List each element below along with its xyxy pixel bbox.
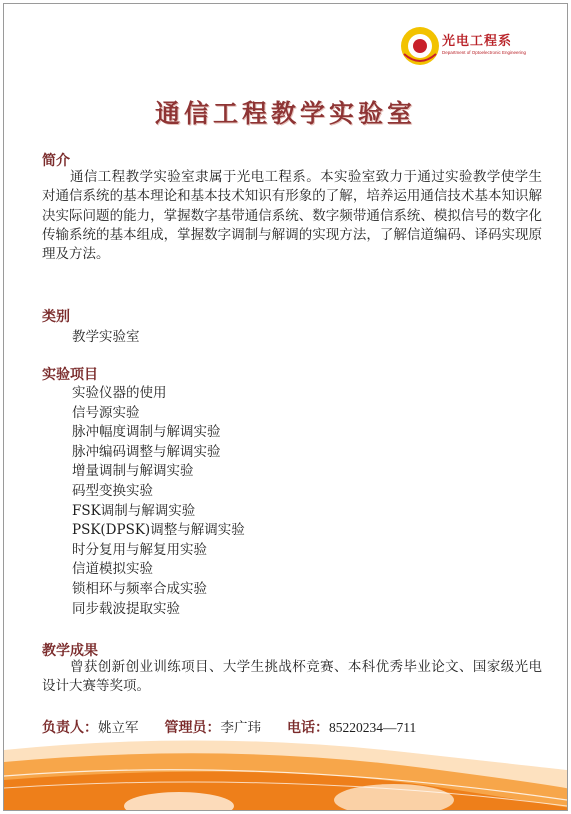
project-item: 时分复用与解复用实验 bbox=[72, 541, 207, 558]
department-logo bbox=[398, 24, 528, 68]
project-item: 码型变换实验 bbox=[72, 482, 153, 499]
achievements-text: 曾获创新创业训练项目、大学生挑战杯竞赛、本科优秀毕业论文、国家级光电设计大赛等奖项。 bbox=[42, 659, 542, 695]
project-item: 实验仪器的使用 bbox=[72, 385, 167, 401]
category-heading: 类别 bbox=[42, 309, 70, 325]
project-item: 信号源实验 bbox=[72, 404, 140, 421]
category-value: 教学实验室 bbox=[72, 329, 140, 345]
projects-heading: 实验项目 bbox=[42, 367, 98, 383]
logo-name-cn: 光电工程系 bbox=[442, 34, 513, 49]
project-item: 信道模拟实验 bbox=[72, 561, 153, 578]
decorative-wave bbox=[4, 730, 567, 810]
intro-text: 通信工程教学实验室隶属于光电工程系。本实验室致力于通过实验教学使学生对通信系统的基本理论和基本技术知识有形象的了解，培养运用通信技术基本知识解决实际问题的能力，掌握数字基带通信系统、数字频带通信系统、模拟信号的数字化传输系统的基本组成，掌握数字调制与解调的实现方法，了解信道编码、译码实现原理及方法。 bbox=[42, 169, 542, 263]
project-list bbox=[72, 384, 245, 619]
owner-name: 姚立军 bbox=[98, 720, 139, 736]
admin-label: 管理员： bbox=[164, 720, 221, 736]
project-item: 脉冲幅度调制与解调实验 bbox=[72, 424, 221, 441]
project-item: 增量调制与解调实验 bbox=[72, 463, 194, 480]
project-item: PSK(DPSK)调整与解调实验 bbox=[72, 522, 245, 539]
phone-number: 85220234—711 bbox=[329, 720, 417, 735]
project-item: 脉冲编码调整与解调实验 bbox=[72, 443, 221, 460]
phone-label: 电话： bbox=[287, 720, 329, 736]
achievements-heading: 教学成果 bbox=[42, 643, 98, 659]
page-title: 通信工程教学实验室 bbox=[154, 99, 416, 128]
logo-emblem-icon bbox=[398, 24, 442, 68]
project-item: 锁相环与频率合成实验 bbox=[72, 580, 207, 597]
poster-page bbox=[3, 3, 568, 811]
project-item: 同步载波提取实验 bbox=[72, 600, 180, 617]
owner-label: 负责人： bbox=[42, 720, 98, 736]
intro-heading: 简介 bbox=[42, 153, 70, 169]
admin-name: 李广玮 bbox=[220, 720, 261, 736]
logo-name-en: Department of Optoelectronic Engineering bbox=[442, 50, 527, 55]
project-item: FSK调制与解调实验 bbox=[72, 502, 196, 519]
